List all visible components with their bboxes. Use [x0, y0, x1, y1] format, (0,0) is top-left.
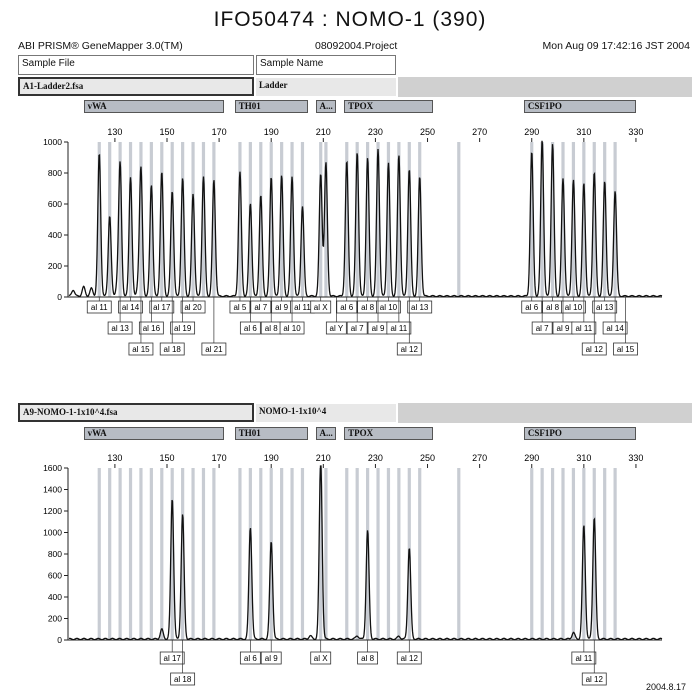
bin	[301, 468, 304, 640]
allele-label: al 6	[243, 324, 257, 333]
project-name: 08092004.Project	[315, 40, 398, 52]
bin	[202, 468, 205, 640]
bin	[150, 468, 153, 640]
sample-file-1[interactable]: A1-Ladder2.fsa	[18, 77, 254, 96]
allele-label: al 12	[585, 675, 603, 684]
marker-th01[interactable]: TH01	[235, 427, 308, 440]
sample-row-filler	[398, 77, 692, 97]
x-tick-label: 210	[315, 453, 331, 463]
bin	[345, 468, 348, 640]
x-tick-label: 190	[263, 453, 279, 463]
x-tick-label: 270	[472, 453, 488, 463]
allele-label: al Y	[329, 324, 344, 333]
marker-csf1po[interactable]: CSF1PO	[524, 427, 636, 440]
allele-label: al 7	[535, 324, 549, 333]
app-name: ABI PRISM® GeneMapper 3.0(TM)	[18, 40, 183, 52]
bin	[614, 468, 617, 640]
y-tick-label: 0	[57, 292, 62, 302]
y-tick-label: 200	[47, 261, 62, 271]
allele-label: al 5	[233, 303, 247, 312]
allele-label: al X	[313, 303, 328, 312]
bin	[129, 468, 132, 640]
allele-label: al 12	[585, 345, 603, 354]
allele-label: al 10	[283, 324, 301, 333]
y-tick-label: 1400	[43, 484, 62, 495]
x-tick-label: 150	[159, 127, 175, 137]
allele-label: al 9	[275, 303, 289, 312]
marker-tpox[interactable]: TPOX	[344, 427, 433, 440]
x-tick-label: 290	[524, 453, 540, 463]
allele-label: al 6	[243, 654, 257, 663]
bin	[561, 468, 564, 640]
allele-label: al 8	[361, 303, 375, 312]
sample-name-2: NOMO-1-1x10^4	[256, 404, 396, 422]
allele-label: al 13	[411, 303, 429, 312]
sample-name-header: Sample Name	[256, 55, 396, 75]
bin	[160, 468, 163, 640]
bin	[280, 468, 283, 640]
x-tick-label: 250	[420, 453, 436, 463]
timestamp: Mon Aug 09 17:42:16 JST 2004	[542, 40, 690, 52]
y-tick-label: 400	[47, 592, 62, 602]
allele-label: al 8	[264, 324, 278, 333]
allele-label: al 9	[371, 324, 385, 333]
allele-label: al 10	[379, 303, 398, 312]
allele-label: al 16	[142, 324, 161, 333]
marker-vwa[interactable]: vWA	[84, 427, 225, 440]
y-tick-label: 1000	[43, 527, 62, 538]
x-tick-label: 230	[367, 127, 383, 137]
y-tick-label: 800	[47, 549, 62, 559]
y-tick-label: 1200	[43, 506, 62, 516]
x-tick-label: 130	[107, 127, 123, 137]
bin	[98, 468, 101, 640]
electropherogram-ladder	[0, 120, 700, 375]
y-tick-label: 600	[47, 199, 62, 209]
allele-label: al 11	[390, 324, 408, 333]
bin	[572, 468, 575, 640]
footer-date: 2004.8.17	[645, 682, 686, 692]
bin	[530, 468, 533, 640]
x-tick-label: 190	[263, 127, 279, 137]
allele-label: al 11	[294, 303, 311, 312]
allele-label: al 7	[254, 303, 268, 312]
allele-label: al 14	[121, 303, 140, 312]
y-tick-label: 400	[47, 230, 62, 240]
allele-label: al 13	[111, 324, 129, 333]
allele-label: al 20	[184, 303, 202, 312]
y-tick-label: 1000	[43, 137, 62, 147]
allele-label: al 8	[361, 654, 375, 663]
allele-label: al X	[313, 654, 328, 663]
y-tick-label: 1600	[43, 463, 62, 473]
page-title: IFO50474 : NOMO-1 (390)	[213, 8, 487, 31]
allele-label: al 11	[90, 303, 108, 312]
allele-label: al 9	[556, 324, 570, 333]
bin	[259, 468, 262, 640]
allele-label: al 10	[564, 303, 583, 312]
allele-label: al 12	[400, 345, 418, 354]
allele-label: al 17	[163, 654, 181, 663]
allele-label: al 9	[264, 654, 278, 663]
bin	[356, 468, 359, 640]
marker-a[interactable]: A...	[316, 100, 337, 113]
allele-label: al 6	[340, 303, 354, 312]
sample-file-header: Sample File	[18, 55, 254, 75]
bin	[139, 468, 142, 640]
allele-label: al 11	[575, 654, 593, 663]
allele-label: al 18	[163, 345, 181, 354]
bin	[397, 468, 400, 640]
x-tick-label: 230	[367, 453, 383, 463]
marker-csf1po[interactable]: CSF1PO	[524, 100, 636, 113]
bin	[418, 468, 421, 640]
bin	[541, 468, 544, 640]
bin	[376, 468, 379, 640]
allele-label: al 6	[525, 303, 539, 312]
bin	[603, 468, 606, 640]
marker-tpox[interactable]: TPOX	[344, 100, 433, 113]
bin	[324, 468, 327, 640]
sample-file-2[interactable]: A9-NOMO-1-1x10^4.fsa	[18, 403, 254, 422]
x-tick-label: 130	[107, 453, 123, 463]
sample-row-filler-2	[398, 403, 692, 423]
y-tick-label: 200	[47, 613, 62, 624]
allele-label: al 13	[596, 303, 614, 312]
x-tick-label: 310	[576, 127, 592, 137]
marker-th01[interactable]: TH01	[235, 100, 308, 113]
allele-label: al 11	[575, 324, 593, 333]
bin	[387, 468, 390, 640]
bin	[551, 468, 554, 640]
electropherogram-sample	[0, 446, 700, 696]
bin	[457, 468, 460, 640]
x-tick-label: 210	[315, 127, 331, 137]
marker-a[interactable]: A...	[316, 427, 337, 440]
bin	[191, 468, 194, 640]
x-tick-label: 170	[211, 127, 227, 137]
marker-vwa[interactable]: vWA	[84, 100, 225, 113]
x-tick-label: 250	[420, 127, 436, 137]
sample-name-1: Ladder	[256, 78, 396, 96]
y-tick-label: 0	[57, 635, 62, 645]
allele-label: al 15	[616, 345, 635, 354]
allele-label: al 19	[173, 324, 192, 333]
allele-label: al 8	[546, 303, 560, 312]
bin	[457, 142, 460, 297]
x-tick-label: 310	[576, 453, 592, 463]
allele-label: al 21	[205, 345, 223, 354]
allele-label: al 18	[173, 675, 192, 684]
allele-label: al 15	[132, 345, 150, 354]
x-tick-label: 290	[524, 127, 540, 137]
y-tick-label: 600	[47, 570, 62, 581]
allele-label: al 12	[400, 654, 418, 663]
x-tick-label: 170	[211, 453, 227, 463]
bin	[108, 468, 111, 640]
allele-label: al 17	[153, 303, 171, 312]
allele-label: al 7	[350, 324, 364, 333]
bin	[290, 468, 293, 640]
y-tick-label: 800	[47, 168, 62, 178]
x-tick-label: 270	[472, 127, 488, 137]
bin	[238, 468, 241, 640]
x-tick-label: 150	[159, 453, 175, 463]
x-tick-label: 330	[628, 453, 644, 463]
allele-label: al 14	[606, 324, 624, 333]
bin	[212, 468, 215, 640]
bin	[119, 468, 122, 640]
x-tick-label: 330	[628, 127, 644, 137]
